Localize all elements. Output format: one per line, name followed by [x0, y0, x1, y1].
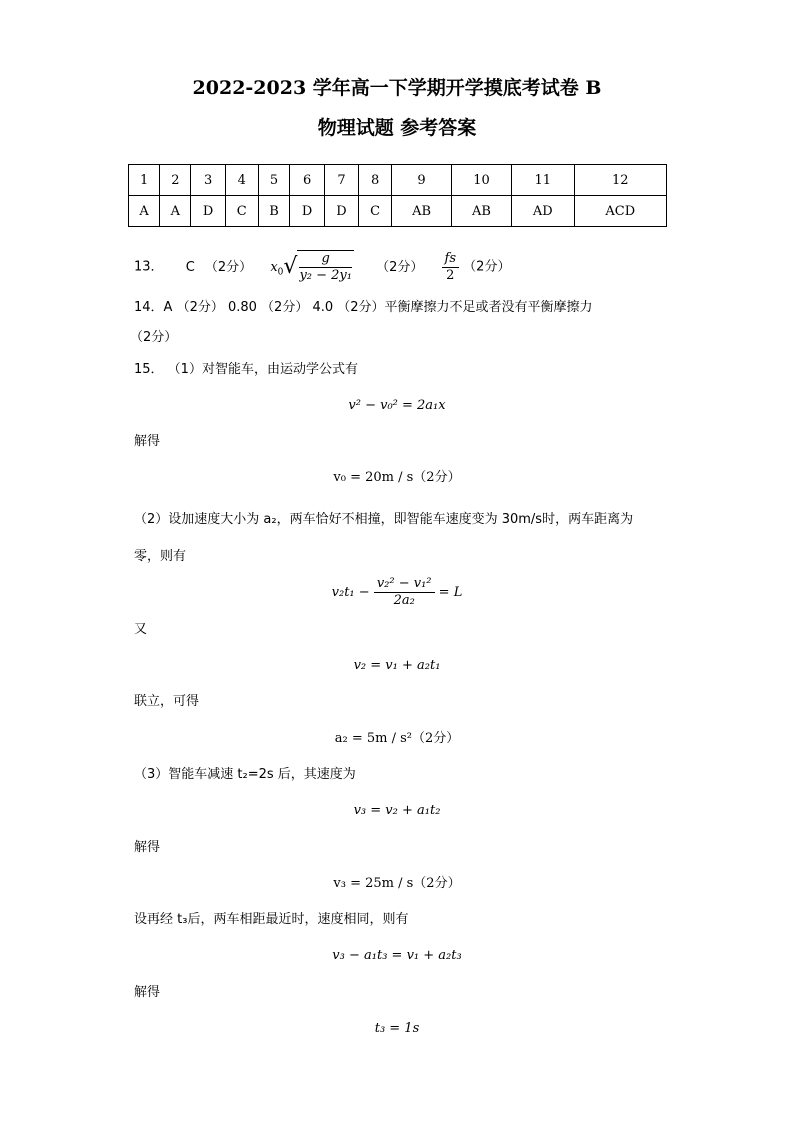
question-number: 4: [225, 165, 258, 196]
q15-part1-intro: 15． （1）对智能车，由运动学公式有: [134, 362, 358, 377]
jiede-label-2: 解得: [134, 840, 161, 855]
equation-8: v₃ − a₁t₃ = v₁ + a₂t₃: [332, 948, 462, 963]
eq3-den: 2a₂: [393, 593, 415, 608]
exam-subtitle: 物理试题 参考答案: [317, 117, 477, 139]
q13-answer: C: [185, 259, 195, 275]
q14-line-2: （2分）: [130, 330, 178, 345]
equation-1: v² − v₀² = 2a₁x: [348, 398, 446, 413]
question-number: 12: [574, 165, 667, 196]
formula-den: y₂ − 2y₁: [299, 268, 352, 283]
equation-4: v₂ = v₁ + a₂t₁: [353, 658, 441, 673]
q13-score-1: （2分）: [204, 259, 253, 275]
question-number: 10: [452, 165, 512, 196]
question-number: 7: [324, 165, 358, 196]
q13-score-3: （2分）: [463, 259, 511, 275]
answer-cell: AB: [392, 196, 452, 227]
question-number: 8: [359, 165, 392, 196]
answer-cell: AD: [511, 196, 574, 227]
answer-table-number-row: [129, 165, 667, 196]
equation-9: t₃ = 1s: [374, 1021, 420, 1036]
answer-cell: D: [290, 196, 324, 227]
you-label: 又: [134, 622, 148, 637]
answer-table-answer-row: [129, 196, 667, 227]
q13-label: 13．: [134, 259, 164, 275]
eq3-left: v₂t₁ −: [331, 585, 370, 600]
lianli-label: 联立，可得: [134, 694, 200, 709]
answer-cell: AB: [452, 196, 512, 227]
answer-cell: A: [129, 196, 160, 227]
equation-2: v₀ = 20m / s（2分）: [333, 470, 461, 485]
answer-cell: D: [191, 196, 225, 227]
question-number: 6: [290, 165, 324, 196]
question-number: 1: [129, 165, 160, 196]
equation-6: v₃ = v₂ + a₁t₂: [353, 803, 441, 818]
formula-sub: 0: [277, 267, 284, 278]
q13-score-2: （2分）: [376, 259, 424, 275]
answer-cell: C: [359, 196, 392, 227]
equation-5: a₂ = 5m / s²（2分）: [334, 731, 460, 746]
question-number: 11: [511, 165, 574, 196]
equation-7: v₃ = 25m / s（2分）: [333, 876, 461, 891]
answer-table: [128, 164, 667, 227]
sqrt-icon: √: [283, 254, 298, 279]
answer-cell: D: [324, 196, 358, 227]
eq3-right: = L: [438, 585, 463, 600]
fraction-num: fs: [442, 251, 459, 268]
answer-cell: ACD: [574, 196, 667, 227]
sqrt-body: [297, 250, 354, 284]
question-number: 5: [258, 165, 290, 196]
q14-line-1: 14．A （2分） 0.80 （2分） 4.0 （2分）平衡摩擦力不足或者没有平衡摩擦力: [134, 300, 593, 315]
eq3-num: v₂² − v₁²: [374, 576, 435, 593]
answer-cell: B: [258, 196, 290, 227]
fraction-den: 2: [446, 267, 455, 283]
answer-cell: A: [160, 196, 191, 227]
answer-cell: C: [225, 196, 258, 227]
q15-part3-intro: （3）智能车减速 t₂=2s 后，其速度为: [134, 767, 356, 782]
formula-num: g: [299, 251, 352, 268]
q15-part3-line-2: 设再经 t₃后，两车相距最近时，速度相同，则有: [134, 912, 409, 927]
q15-part2-line-1: （2）设加速度大小为 a₂，两车恰好不相撞，即智能车速度变为 30m/s时，两车距离为: [134, 512, 634, 527]
jiede-label-3: 解得: [134, 985, 161, 1000]
question-number: 2: [160, 165, 191, 196]
q13-fraction: [442, 251, 459, 284]
exam-title: 2022-2023 学年高一下学期开学摸底考试卷 B: [192, 77, 602, 99]
question-number: 3: [191, 165, 225, 196]
formula-var: x: [270, 259, 278, 275]
question-number: 9: [392, 165, 452, 196]
q13-line: [134, 250, 510, 284]
q15-part2-line-2: 零，则有: [134, 549, 187, 564]
q13-formula: [270, 251, 358, 283]
jiede-label-1: 解得: [134, 434, 161, 449]
equation-3: [0, 576, 794, 609]
